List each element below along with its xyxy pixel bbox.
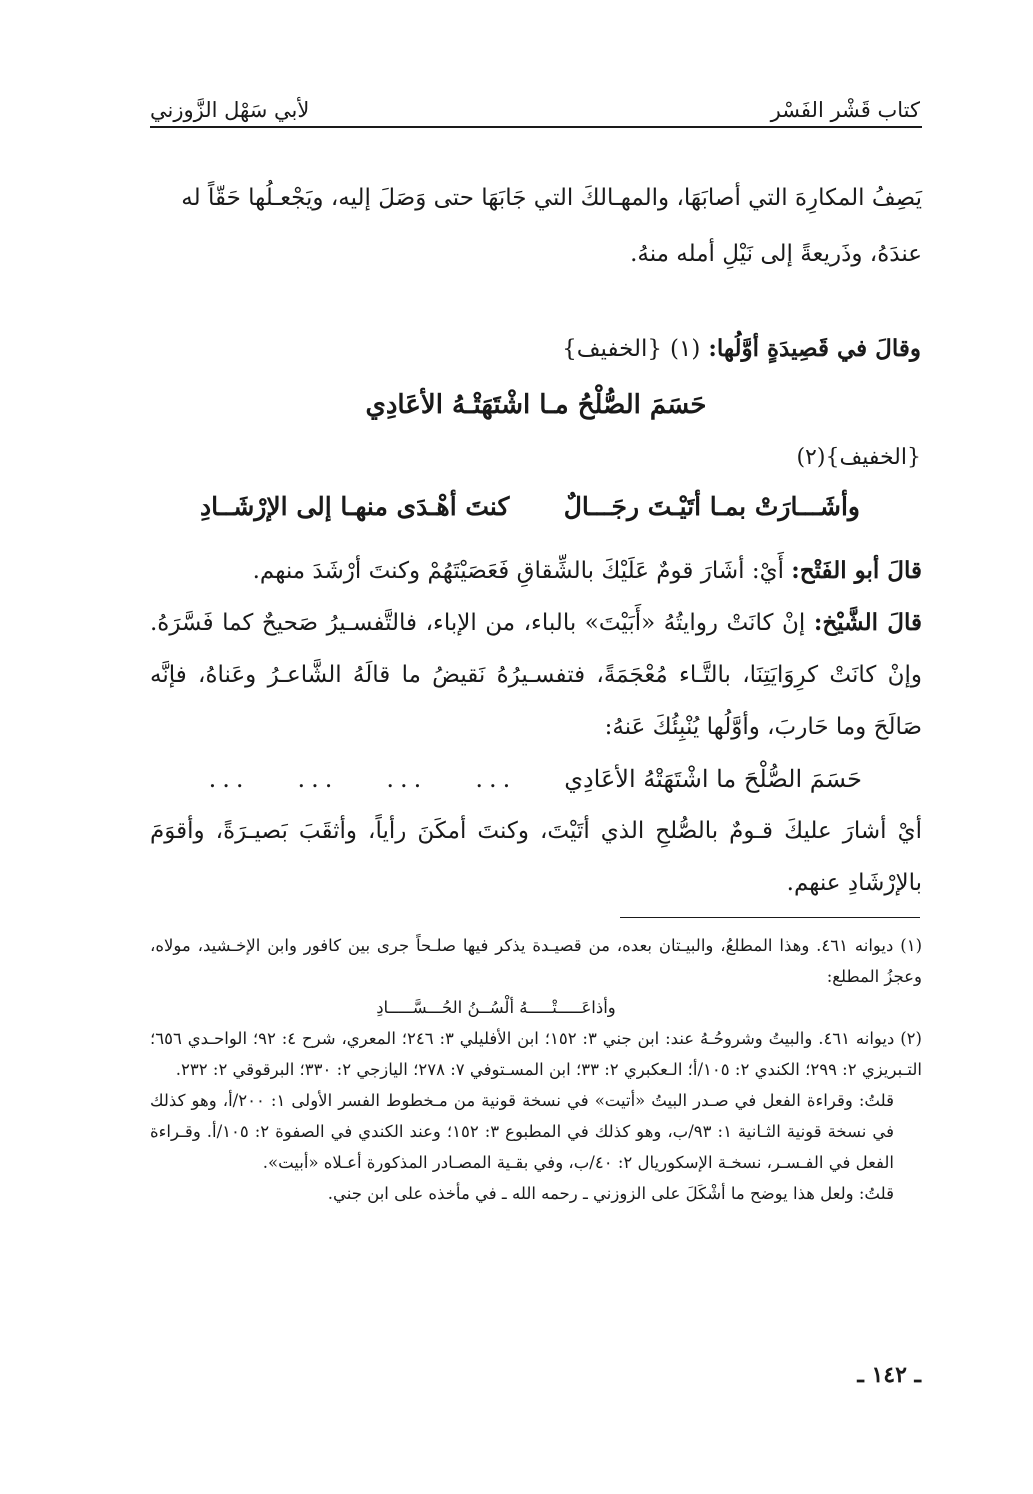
footnote-1: (١) ديوانه ٤٦١. وهذا المطلعُ، والبيـتان بعده، من قصيـدة يذكر فيها صلـحاً جرى بين كافور وابن الإخـشيد، مولاه، وعجزُ المطلع: [150,936,922,986]
second-hemistich: كنتَ أهْـدَى منهـا إلى الإرْشَــادِ [200,492,510,521]
meter-line: {الخفيف}(٢) [796,445,921,470]
quoted-verse-text: حَسَمَ الصُّلْحَ ما اشْتَهَتْهُ الأعَادِي [564,765,862,793]
book-title: كتاب قَشْر الفَسْر [770,98,920,122]
ellipsis-4: ... [208,765,250,793]
footnote-2-note-1: قلتُ: وقراءة الفعل في صـدر البيتُ «أتيت» في نسخة قونية من مـخطوط الفسر الأولى ١: ٢٠٠/أ، وهو كذلك في نسخة قونية الثـانية ١: ٩٣/ب، وهو كذلك في المطبوع ٣: ١٥٢؛ وعند الكندي في الصفوة ٢: ١٠٥/أ. وقـراءة الفعل في الفـسـر، نسخـة الإسكوريال ٢: ٤٠/ب، وفي بقـية المصـادر المذكورة أعـلاه «أبيت». [150,1091,894,1172]
commentary-p1-text: أَيْ: أشَارَ قومٌ عَلَيْكَ بالشِّقاقِ فَعَصَيْتَهُمْ وكنتَ أرْشَدَ منهم. [252,558,784,584]
ellipsis-2: ... [386,765,428,793]
first-hemistich: وأشَـــارَتْ بمـا أتَيْـتَ رجَـــالٌ [563,492,860,521]
footnote-marker-1: (١) [670,336,701,362]
opening-verse: حَسَمَ الصُّلْحُ مـا اشْتَهَتْـهُ الأعَادِي [365,390,707,420]
ellipsis-1: ... [475,765,517,793]
intro-line-1: يَصِفُ المكارِهَ التي أصابَهَا، والمهـالكَ التي جَابَهَا حتى وَصَلَ إليه، ويَجْعـلُها حَقّاً له [181,185,922,211]
commentary-p2-text: إنْ كانَتْ روايتُهُ «أَبَيْتَ» بالباء، من الإباء، فالتَّفسـيرُ صَحيحٌ كما فَسَّرَهُ. وإنْ كانَتْ كرِوَايَتِنَا، بالتَّـاء مُعْجَمَةً، فتفسـيرُهُ نَقيضُ ما قالَهُ الشَّاعـرُ وعَناهُ، فإنَّه صَالَحَ وما حَاربَ، وأوَّلُها يُنْبِئُكَ عَنهُ: [150,610,922,740]
commentary [150,545,922,909]
speaker-abu-alfath: قالَ أبو الفَتْح: [791,557,922,584]
commentary-p3: أيْ أشارَ عليكَ قـومٌ بالصُّلحِ الذي أتَيْتَ، وكنتَ أمكَنَ رأياً، وأثقَبَ بَصيـرَةً، وأقوَمَ بالإرْشَادِ عنهم. [150,818,922,896]
intro-paragraph [150,170,922,282]
footnotes [150,930,922,1209]
footnote-2-note-2: قلتُ: ولعل هذا يوضح ما أشْكَلَ على الزوزني ـ رحمه الله ـ في مأخذه على ابن جني. [327,1184,894,1203]
commentary-p1 [150,545,922,597]
ellipsis-3: ... [297,765,339,793]
author-name: لأبي سَهْل الزَّوزني [150,98,310,122]
quoted-verse [150,753,922,805]
page-number: ـ ١٤٢ ـ [857,1362,921,1388]
heading-text: وقالَ في قَصِيدَةٍ أوَّلُها: [708,335,921,362]
running-head [150,88,920,122]
commentary-p2 [150,597,922,753]
section-heading [562,335,921,362]
speaker-shaykh: قالَ الشَّيْخ: [813,609,922,636]
intro-line-2: عندَهُ، وذَريعةً إلى نَيْلِ أمله منهُ. [630,241,922,267]
meter-label: {الخفيف} [562,336,663,362]
footnote-rule [620,917,920,918]
header-rule [150,126,922,128]
verse-couplet [200,492,860,521]
footnote-1-verse: وأذاعَـــــتْـــــهُ ألْسُــنُ الحُـــسَّـــــادِ [376,998,616,1017]
footnote-2: (٢) ديوانه ٤٦١. والبيتُ وشروحُـهُ عند: ابن جني ٣: ١٥٢؛ ابن الأفليلي ٣: ٢٤٦؛ المعري، شرح ٤: ٩٢؛ الواحـدي ٦٥٦؛ التـبريزي ٢: ٢٩٩؛ الكندي ٢: ١٠٥/أ؛ الـعكبري ٢: ٣٣؛ ابن المسـتوفي ٧: ٢٧٨؛ اليازجي ٢: ٣٣٠؛ البرقوقي ٢: ٢٣٢. [150,1029,922,1079]
